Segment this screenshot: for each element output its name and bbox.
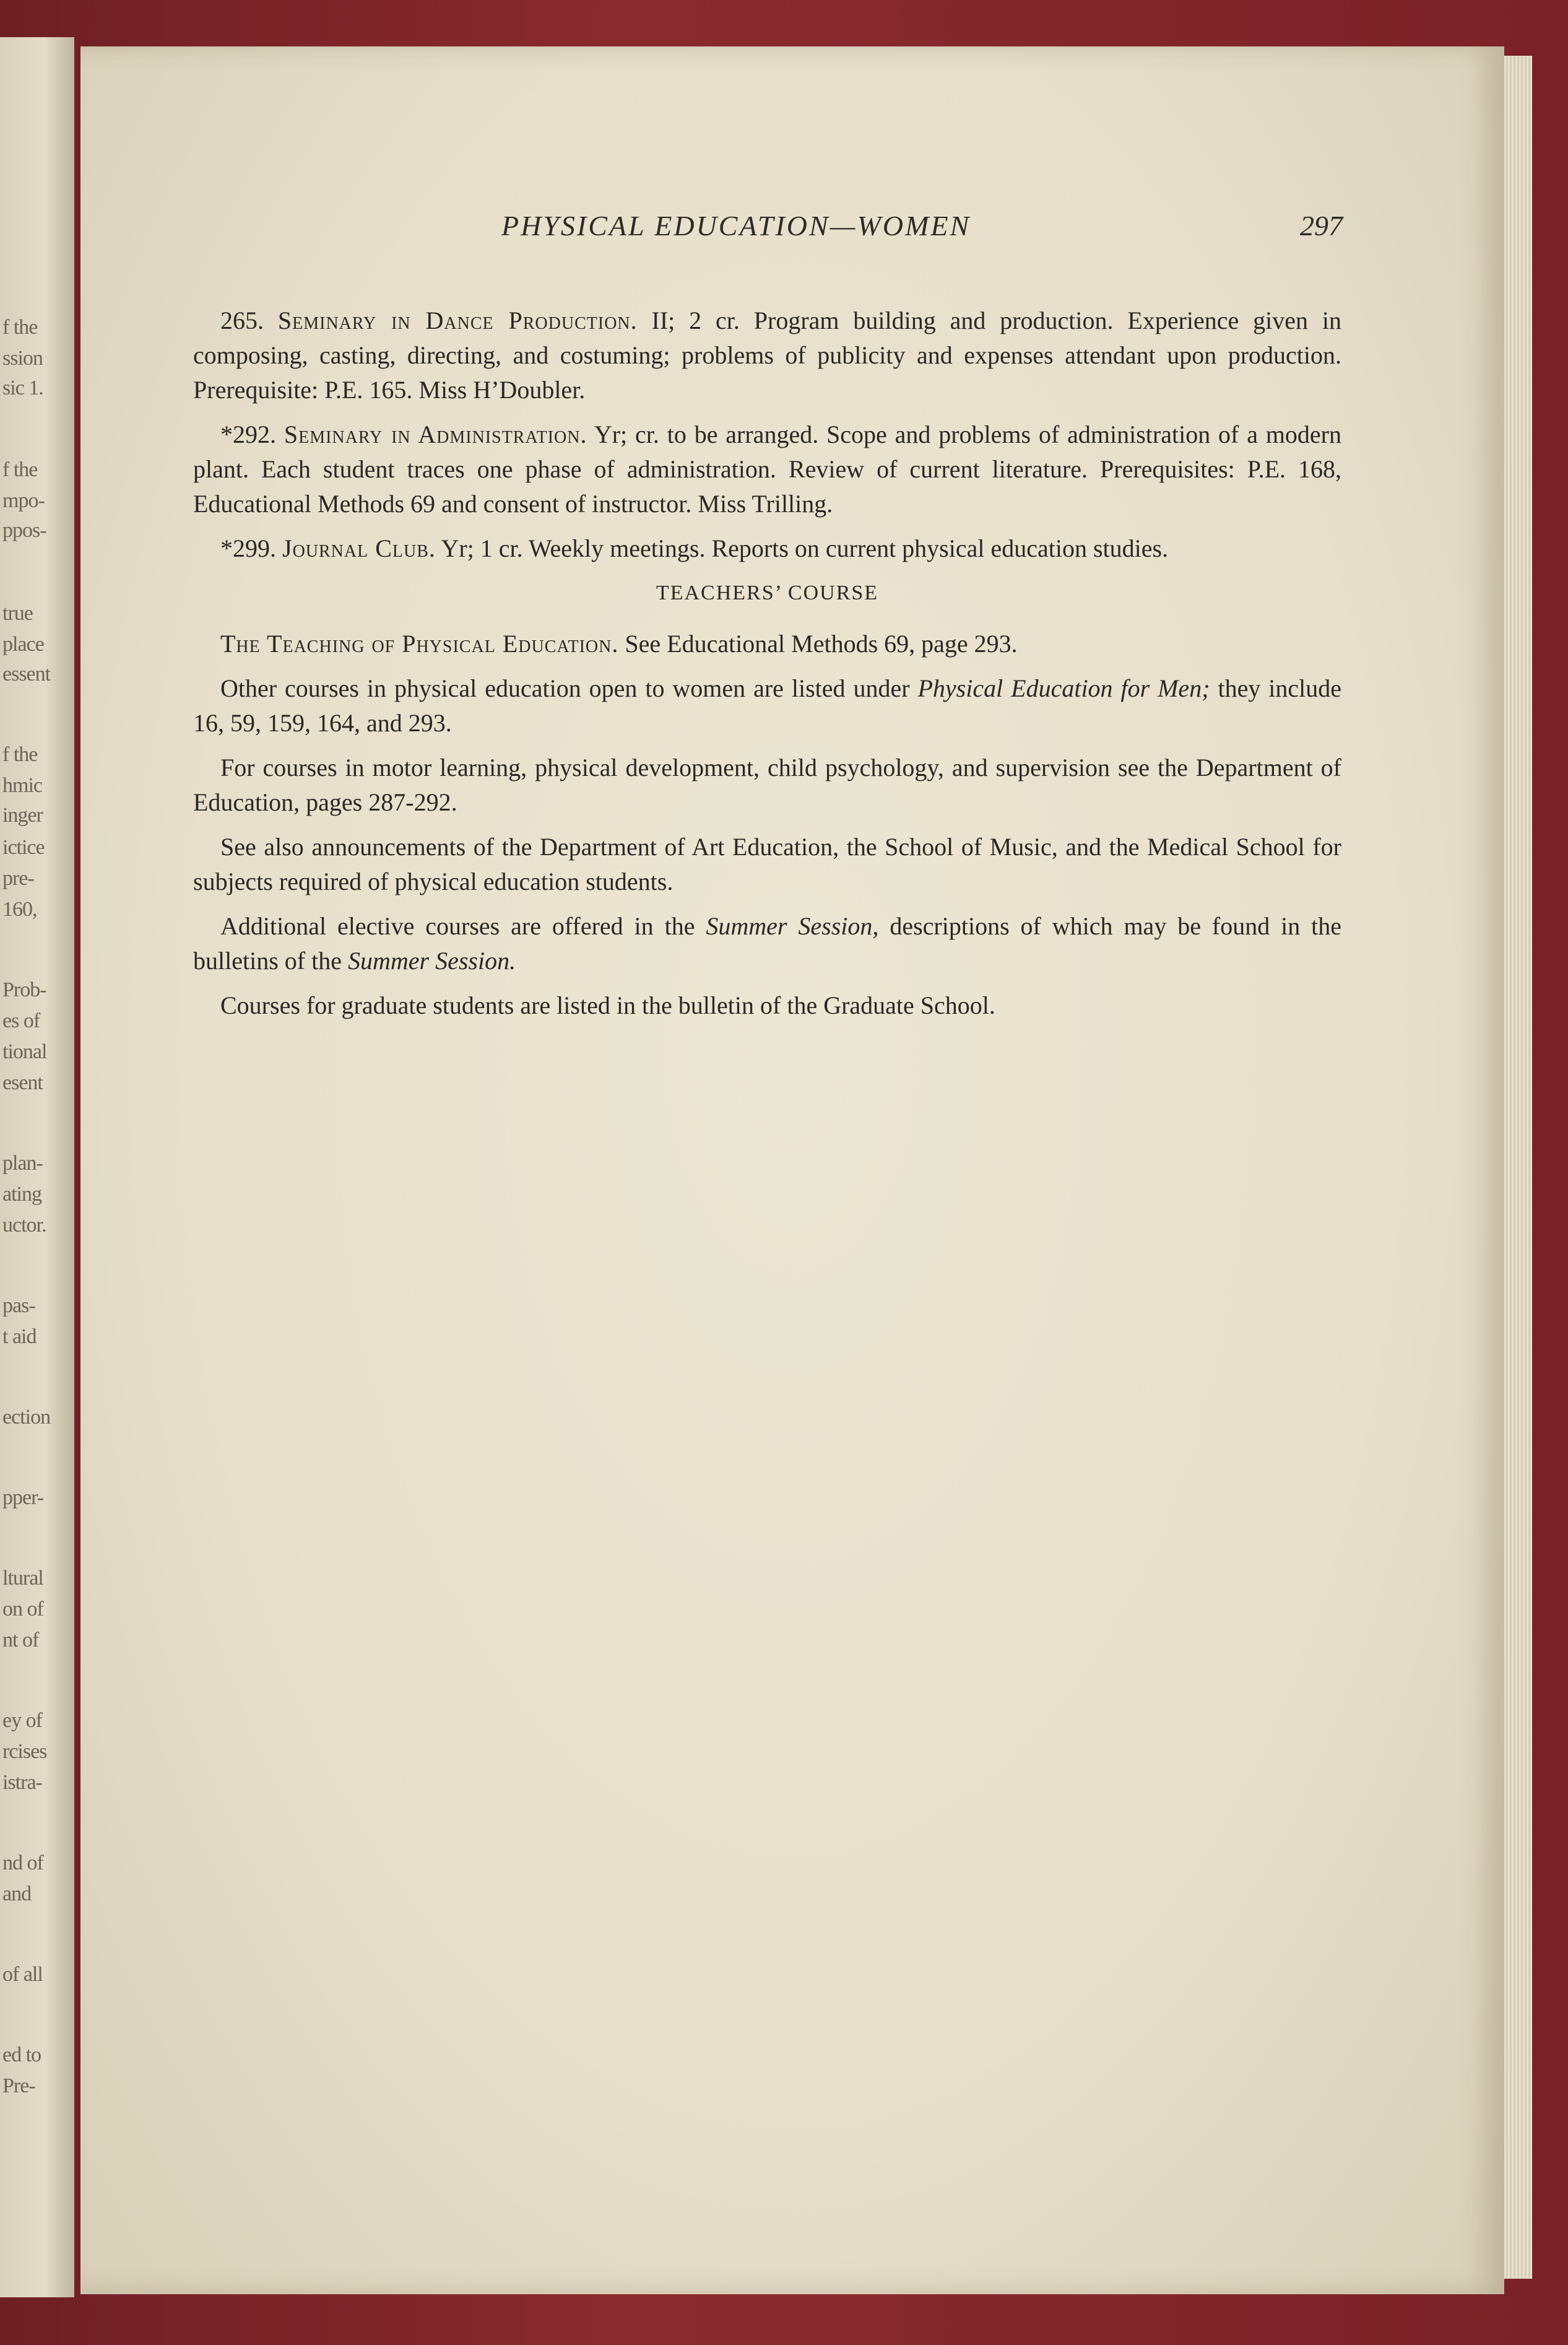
course-description: See Educational Methods 69, page 293. — [625, 630, 1018, 658]
left-page-fragment: pre- — [2, 867, 34, 890]
course-title: Journal Club. — [282, 534, 436, 562]
left-page-fragment: ating — [2, 1183, 41, 1206]
left-page-fragment: ey of — [2, 1709, 42, 1732]
left-page-edge — [0, 37, 74, 2297]
left-page-fragment: Prob- — [2, 978, 46, 1001]
left-page-fragment: essent — [2, 663, 51, 685]
left-page-fragment: ltural — [2, 1567, 43, 1590]
text-run: Additional elective courses are offered in the — [220, 912, 695, 940]
left-page-fragment: of all — [2, 1963, 43, 1986]
left-page-fragment: uctor. — [2, 1214, 46, 1237]
left-page-fragment: pper- — [2, 1486, 44, 1509]
left-page-fragment: ed to — [2, 2043, 41, 2066]
left-page-fragment: place — [2, 633, 44, 656]
left-page-fragment: ictice — [2, 836, 45, 859]
page-body — [193, 303, 1341, 1033]
text-run: descriptions of which may be found in the bulletins of the — [193, 912, 1342, 975]
left-page-fragment: and — [2, 1882, 32, 1905]
left-page-fragment: f the — [2, 458, 38, 481]
left-page-fragment: istra- — [2, 1771, 42, 1794]
left-page-fragment: es of — [2, 1009, 40, 1032]
left-page-fragment: pas- — [2, 1294, 35, 1317]
course-entry-265 — [193, 303, 1341, 407]
left-page-fragment: nt of — [2, 1629, 39, 1651]
italic-reference: Summer Session, — [706, 912, 879, 940]
left-page-fragment: hmic — [2, 774, 42, 797]
left-page-fragment: 160, — [2, 898, 37, 921]
left-page-fragment: esent — [2, 1071, 43, 1094]
course-entry-299 — [193, 531, 1341, 566]
left-page-fragment: ppos- — [2, 519, 46, 542]
left-page-fragment: f the — [2, 316, 38, 339]
course-number: 265. — [220, 307, 264, 334]
course-title: Seminary in Dance Production. — [277, 307, 638, 334]
course-title: The Teaching of Physical Education. — [220, 630, 619, 658]
left-page-fragment: Pre- — [2, 2074, 35, 2097]
left-page-fragment: rcises — [2, 1740, 47, 1763]
left-page-fragment: f the — [2, 743, 38, 766]
left-page-fragment: inger — [2, 804, 43, 827]
paragraph-announcements: See also announcements of the Department of Art Education, the School of Music, and the Medical School for subjects required of physical education students. — [193, 833, 1341, 895]
section-heading: TEACHERS’ COURSE — [656, 581, 879, 604]
left-page-fragment: plan- — [2, 1152, 43, 1175]
paragraph-graduate: Courses for graduate students are listed in the bulletin of the Graduate School. — [220, 991, 995, 1019]
running-header: PHYSICAL EDUCATION—WOMEN — [501, 210, 971, 241]
text-run: they include 16, 59, 159, 164, and 293. — [193, 674, 1342, 737]
course-description: Yr; cr. to be arranged. Scope and problems of administration of a modern plant. Each student traces one phase of administration. Review of current literature. Prerequisites: P.E. 168, Educational Methods 69 and consent of instructor. Miss Trilling. — [193, 420, 1342, 518]
left-page-fragment: ection — [2, 1406, 51, 1429]
text-run: Other courses in physical education open to women are listed under — [220, 674, 910, 702]
course-number: *299. — [220, 534, 276, 562]
left-page-fragment: t aid — [2, 1325, 37, 1348]
left-page-fragment: ssion — [2, 347, 43, 370]
left-page-fragment: sic 1. — [2, 376, 43, 399]
course-description: Yr; 1 cr. Weekly meetings. Reports on current physical education studies. — [441, 534, 1169, 562]
left-page-fragment: true — [2, 602, 33, 625]
paragraph-other-courses — [193, 671, 1341, 741]
italic-reference: Physical Education for Men; — [917, 674, 1210, 702]
left-page-fragment: tional — [2, 1040, 47, 1063]
page-number: 297 — [1300, 210, 1343, 241]
left-page-fragment: nd of — [2, 1851, 43, 1874]
italic-reference: Summer Session. — [347, 947, 516, 975]
course-entry-292 — [193, 417, 1341, 521]
paragraph-motor-learning: For courses in motor learning, physical development, child psychology, and supervision see the Department of Education, pages 287-292. — [193, 754, 1341, 816]
left-page-fragment: on of — [2, 1598, 43, 1621]
paragraph-summer-session — [193, 909, 1341, 978]
page-edges — [1504, 56, 1532, 2279]
course-title: Seminary in Administration. — [284, 420, 587, 448]
teachers-course-entry — [193, 627, 1341, 661]
left-page-fragment: mpo- — [2, 489, 45, 512]
course-number: *292. — [220, 420, 276, 448]
course-description: II; 2 cr. Program building and production. Experience given in composing, casting, directing, and costuming; problems of publicity and expenses attendant upon production. Prerequisite: P.E. 165. Miss H’Doubler. — [193, 307, 1341, 404]
